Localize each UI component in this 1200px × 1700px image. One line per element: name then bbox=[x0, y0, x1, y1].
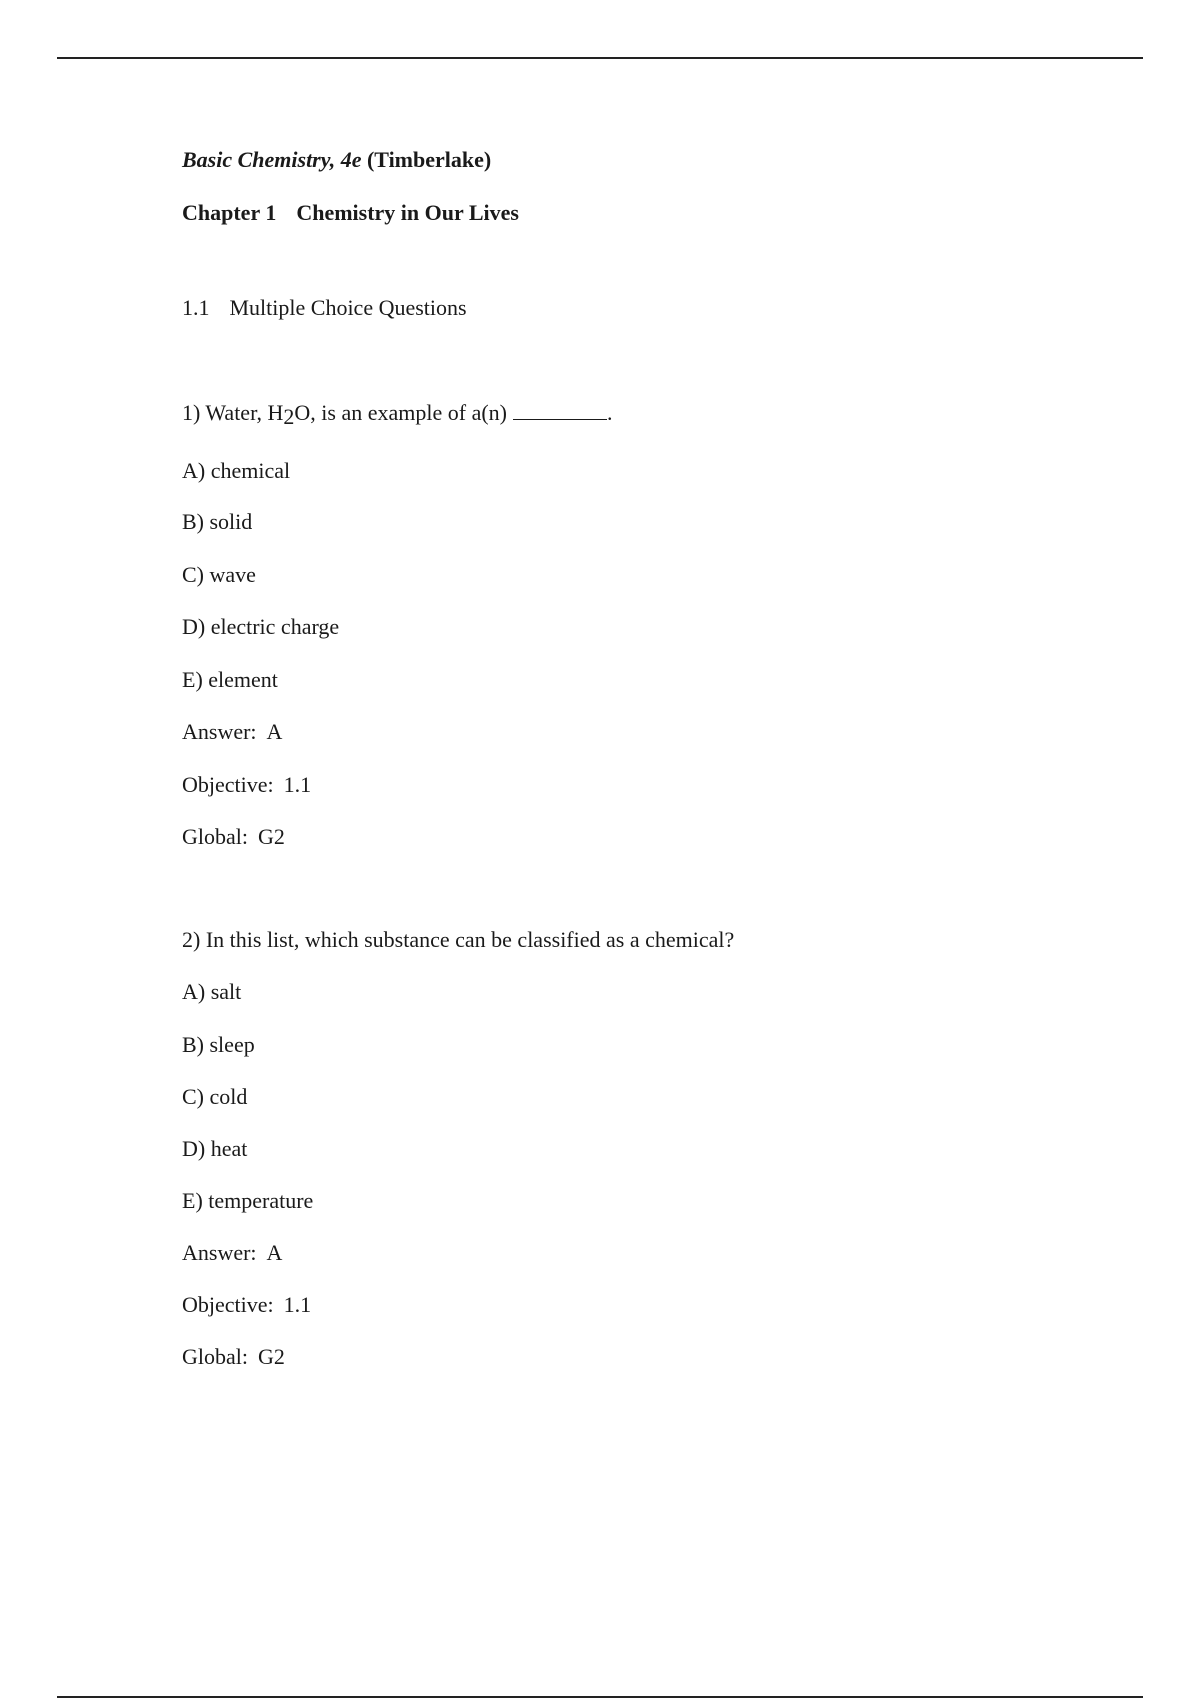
chapter-title bbox=[182, 199, 519, 227]
section-title bbox=[182, 294, 467, 322]
question-1-answer bbox=[182, 718, 282, 746]
answer-value: A bbox=[266, 1240, 283, 1265]
book-title-italic: Basic Chemistry, 4e bbox=[182, 147, 362, 172]
chapter-number: Chapter 1 bbox=[182, 200, 277, 225]
question-1-global bbox=[182, 823, 285, 851]
book-author: (Timberlake) bbox=[366, 147, 492, 172]
question-1-stem-post: O, is an example of a(n) bbox=[294, 400, 507, 425]
question-2-global bbox=[182, 1343, 285, 1371]
question-2-choice: C) cold bbox=[182, 1084, 248, 1109]
question-1-choice: B) solid bbox=[182, 509, 253, 534]
section-name: Multiple Choice Questions bbox=[229, 295, 467, 320]
global-label: Global: bbox=[182, 1344, 248, 1369]
question-1-choice: D) electric charge bbox=[182, 614, 340, 639]
question-2-answer bbox=[182, 1239, 282, 1267]
question-1-stem-subscript: 2 bbox=[283, 404, 295, 429]
objective-value: 1.1 bbox=[283, 1292, 312, 1317]
question-1-objective bbox=[182, 771, 311, 799]
question-1-stem-pre: 1) Water, H bbox=[182, 400, 284, 425]
answer-label: Answer: bbox=[182, 719, 257, 744]
global-value: G2 bbox=[258, 1344, 285, 1369]
question-2-choice: D) heat bbox=[182, 1136, 248, 1161]
question-1-choice: E) element bbox=[182, 667, 278, 692]
book-title bbox=[182, 146, 491, 174]
question-1-choice: C) wave bbox=[182, 562, 256, 587]
global-label: Global: bbox=[182, 824, 248, 849]
objective-label: Objective: bbox=[182, 772, 274, 797]
question-1-stem-end: . bbox=[607, 400, 613, 425]
objective-label: Objective: bbox=[182, 1292, 274, 1317]
top-rule bbox=[57, 57, 1143, 59]
answer-blank bbox=[513, 401, 607, 420]
question-2-choice: E) temperature bbox=[182, 1188, 314, 1213]
question-1-stem bbox=[182, 399, 613, 427]
question-1-choice: A) chemical bbox=[182, 458, 291, 483]
answer-label: Answer: bbox=[182, 1240, 257, 1265]
question-2-objective bbox=[182, 1291, 311, 1319]
question-2-choice: A) salt bbox=[182, 979, 242, 1004]
chapter-name: Chemistry in Our Lives bbox=[296, 200, 519, 225]
bottom-rule bbox=[57, 1696, 1143, 1698]
answer-value: A bbox=[266, 719, 283, 744]
objective-value: 1.1 bbox=[283, 772, 312, 797]
global-value: G2 bbox=[258, 824, 285, 849]
question-2-choice: B) sleep bbox=[182, 1032, 255, 1057]
section-number: 1.1 bbox=[182, 295, 210, 320]
question-2-stem: 2) In this list, which substance can be classified as a chemical? bbox=[182, 927, 735, 952]
